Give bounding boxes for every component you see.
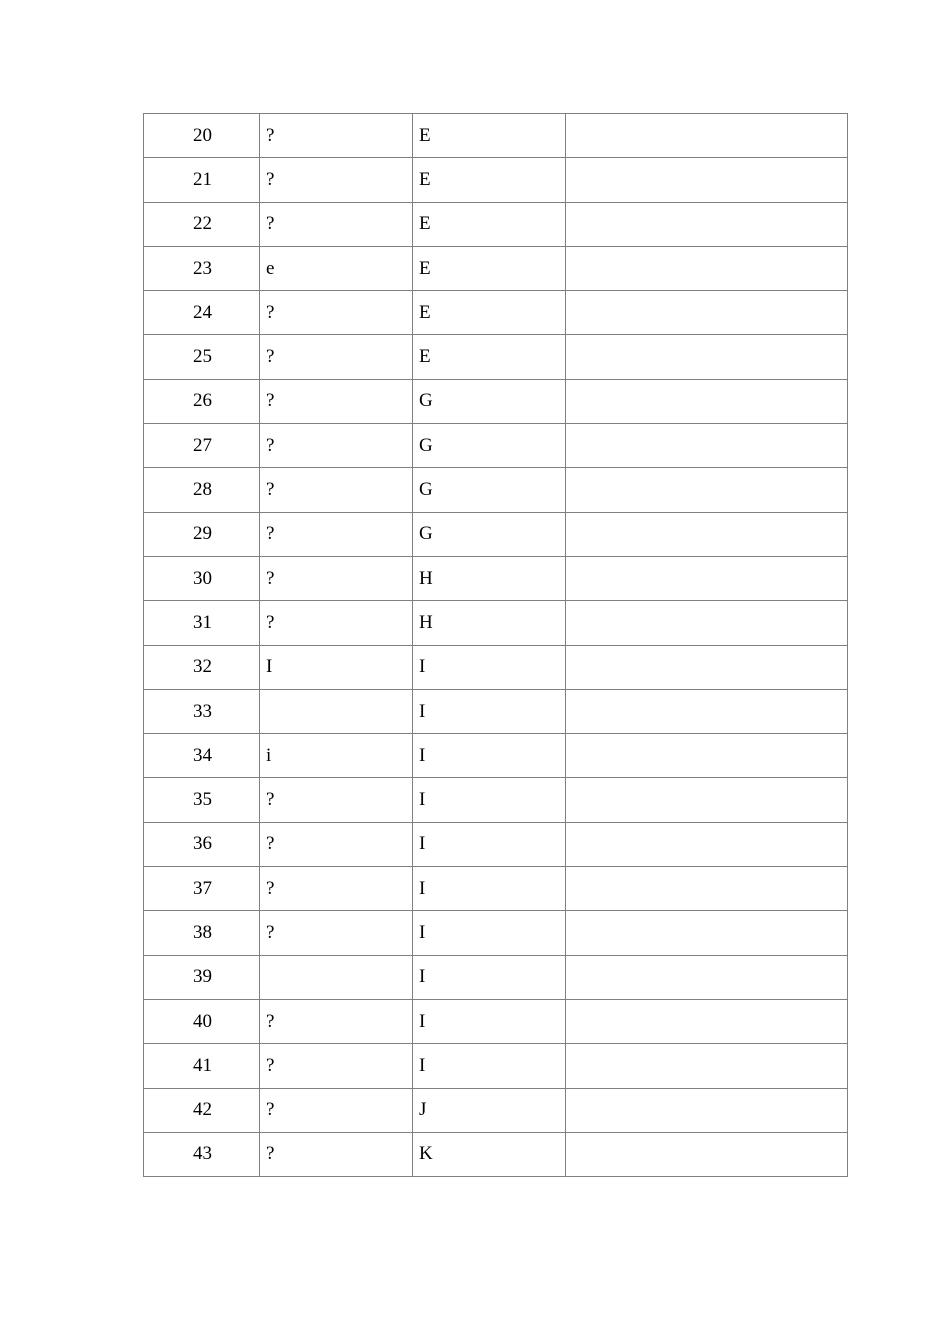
row-number: 37 (193, 877, 212, 899)
row-number-cell (144, 202, 260, 246)
character-cell: ? (260, 114, 413, 158)
note-cell (566, 335, 848, 379)
note-cell (566, 468, 848, 512)
letter-cell: I (413, 911, 566, 955)
row-number: 25 (193, 346, 212, 368)
table-row (144, 1132, 848, 1176)
row-number: 43 (193, 1143, 212, 1165)
character-cell: ? (260, 512, 413, 556)
note-cell (566, 291, 848, 335)
letter-cell: E (413, 114, 566, 158)
row-number: 35 (193, 789, 212, 811)
note-cell (566, 734, 848, 778)
note-cell (566, 645, 848, 689)
letter-cell: G (413, 424, 566, 468)
character-cell: ? (260, 556, 413, 600)
letter-cell: G (413, 512, 566, 556)
table-row (144, 601, 848, 645)
letter-cell: I (413, 955, 566, 999)
row-number: 21 (193, 168, 212, 190)
character-cell: ? (260, 999, 413, 1043)
character-cell: ? (260, 202, 413, 246)
row-number-cell (144, 1044, 260, 1088)
letter-cell: G (413, 468, 566, 512)
letter-cell: K (413, 1132, 566, 1176)
note-cell (566, 1132, 848, 1176)
row-number-cell (144, 556, 260, 600)
row-number: 22 (193, 213, 212, 235)
row-number: 20 (193, 124, 212, 146)
letter-cell: I (413, 734, 566, 778)
row-number-cell (144, 778, 260, 822)
row-number-cell (144, 114, 260, 158)
row-number: 27 (193, 434, 212, 456)
character-cell: ? (260, 468, 413, 512)
letter-cell: I (413, 999, 566, 1043)
character-cell: ? (260, 867, 413, 911)
note-cell (566, 867, 848, 911)
letter-cell: I (413, 689, 566, 733)
row-number-cell (144, 335, 260, 379)
character-cell (260, 955, 413, 999)
row-number: 38 (193, 921, 212, 943)
character-cell: ? (260, 1088, 413, 1132)
character-cell: e (260, 246, 413, 290)
letter-cell: E (413, 158, 566, 202)
letter-cell: E (413, 246, 566, 290)
note-cell (566, 955, 848, 999)
letter-cell: H (413, 556, 566, 600)
note-cell (566, 424, 848, 468)
row-number-cell (144, 291, 260, 335)
character-cell: ? (260, 601, 413, 645)
table-row (144, 955, 848, 999)
character-cell: ? (260, 778, 413, 822)
note-cell (566, 1088, 848, 1132)
row-number: 34 (193, 744, 212, 766)
note-cell (566, 911, 848, 955)
character-cell: i (260, 734, 413, 778)
table-row (144, 867, 848, 911)
row-number-cell (144, 468, 260, 512)
row-number: 36 (193, 833, 212, 855)
row-number-cell (144, 424, 260, 468)
row-number-cell (144, 911, 260, 955)
row-number-cell (144, 999, 260, 1043)
row-number: 26 (193, 390, 212, 412)
row-number: 39 (193, 966, 212, 988)
letter-cell: I (413, 778, 566, 822)
row-number-cell (144, 1132, 260, 1176)
character-cell: ? (260, 291, 413, 335)
row-number: 32 (193, 656, 212, 678)
note-cell (566, 114, 848, 158)
note-cell (566, 1044, 848, 1088)
table-row (144, 114, 848, 158)
character-cell: ? (260, 335, 413, 379)
note-cell (566, 512, 848, 556)
row-number: 23 (193, 257, 212, 279)
row-number-cell (144, 246, 260, 290)
row-number-cell (144, 734, 260, 778)
row-number-cell (144, 601, 260, 645)
note-cell (566, 379, 848, 423)
character-cell: ? (260, 911, 413, 955)
character-cell: ? (260, 1132, 413, 1176)
note-cell (566, 158, 848, 202)
table-row (144, 246, 848, 290)
table-row (144, 424, 848, 468)
row-number-cell (144, 1088, 260, 1132)
table-row (144, 999, 848, 1043)
table-row (144, 1088, 848, 1132)
character-cell: I (260, 645, 413, 689)
note-cell (566, 778, 848, 822)
note-cell (566, 999, 848, 1043)
letter-cell: I (413, 867, 566, 911)
row-number: 24 (193, 301, 212, 323)
character-cell: ? (260, 424, 413, 468)
row-number-cell (144, 955, 260, 999)
row-number: 29 (193, 523, 212, 545)
letter-cell: E (413, 335, 566, 379)
table-row (144, 778, 848, 822)
table-row (144, 1044, 848, 1088)
note-cell (566, 246, 848, 290)
row-number: 30 (193, 567, 212, 589)
letter-cell: E (413, 291, 566, 335)
table-row (144, 689, 848, 733)
row-number-cell (144, 689, 260, 733)
row-number: 33 (193, 700, 212, 722)
note-cell (566, 202, 848, 246)
note-cell (566, 556, 848, 600)
table-row (144, 158, 848, 202)
letter-cell: I (413, 645, 566, 689)
character-cell: ? (260, 1044, 413, 1088)
row-number-cell (144, 645, 260, 689)
letter-cell: I (413, 1044, 566, 1088)
row-number-cell (144, 158, 260, 202)
row-number: 31 (193, 611, 212, 633)
table-row (144, 202, 848, 246)
row-number-cell (144, 379, 260, 423)
table-row (144, 379, 848, 423)
letter-cell: G (413, 379, 566, 423)
row-number: 41 (193, 1054, 212, 1076)
row-number-cell (144, 867, 260, 911)
note-cell (566, 822, 848, 866)
row-number-cell (144, 822, 260, 866)
table-row (144, 291, 848, 335)
table-body (144, 114, 848, 1177)
table-row (144, 468, 848, 512)
table-row (144, 335, 848, 379)
letter-cell: E (413, 202, 566, 246)
letter-cell: I (413, 822, 566, 866)
character-table (143, 113, 848, 1177)
row-number: 42 (193, 1099, 212, 1121)
note-cell (566, 689, 848, 733)
table-row (144, 556, 848, 600)
table-row (144, 512, 848, 556)
note-cell (566, 601, 848, 645)
table-row (144, 734, 848, 778)
letter-cell: H (413, 601, 566, 645)
row-number: 28 (193, 479, 212, 501)
character-cell (260, 689, 413, 733)
row-number: 40 (193, 1010, 212, 1032)
row-number-cell (144, 512, 260, 556)
letter-cell: J (413, 1088, 566, 1132)
table-row (144, 822, 848, 866)
character-cell: ? (260, 379, 413, 423)
table-row (144, 645, 848, 689)
character-cell: ? (260, 158, 413, 202)
table-row (144, 911, 848, 955)
character-cell: ? (260, 822, 413, 866)
